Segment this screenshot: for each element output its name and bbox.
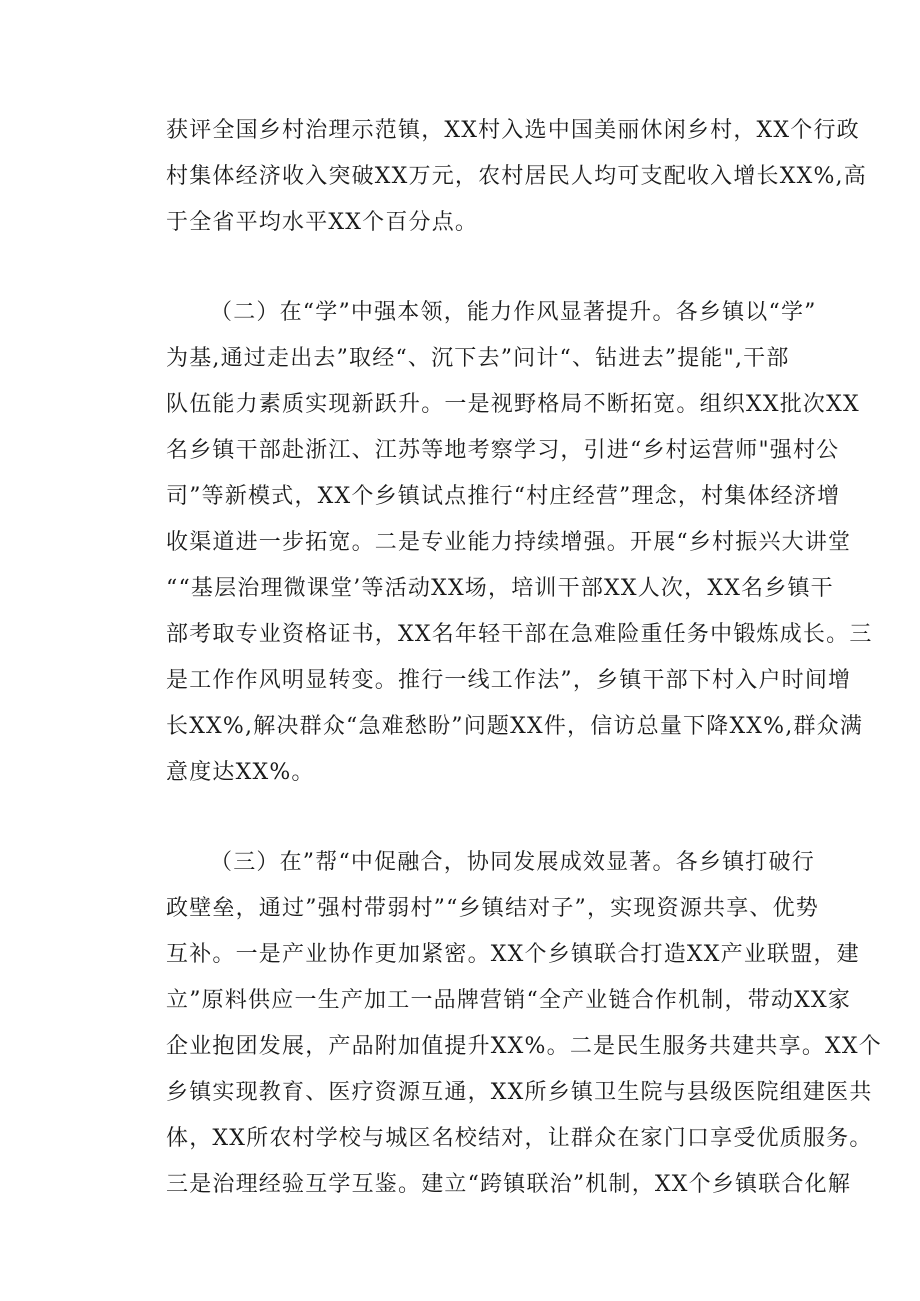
text-line: 是工作作风明显转变。推行一线工作法”，乡镇干部下村入户时间增 [166,668,852,693]
text-line: 体，XX所农村学校与城区名校结对，让群众在家门口享受优质服务。 [166,1126,873,1151]
text-line: 于全省平均水平XX个百分点。 [166,210,479,235]
paragraph-3 [166,840,882,1208]
document-body [166,108,882,1252]
text-line: 意度达XX%。 [166,760,315,785]
text-line: ““基层治理微课堂’等活动XX场，培训干部XX人次，XX名乡镇干 [166,576,834,601]
text-line: 三是治理经验互学互鉴。建立“跨镇联治”机制，XX个乡镇联合化解 [166,1172,852,1197]
text-line: 村集体经济收入突破XX万元，农村居民人均可支配收入增长XX%,高 [166,164,867,189]
text-line: 司”等新模式，XX个乡镇试点推行“村庄经营”理念，村集体经济增 [166,484,841,509]
text-line: 互补。一是产业协作更加紧密。XX个乡镇联合打造XX产业联盟，建 [166,942,860,967]
text-line: 政壁垒，通过”强村带弱村”“乡镇结对子”，实现资源共享、优势 [166,896,819,921]
text-line: 获评全国乡村治理示范镇，XX村入选中国美丽休闲乡村，XX个行政 [166,118,860,143]
text-line: 队伍能力素质实现新跃升。一是视野格局不断拓宽。组织XX批次XX [166,392,860,417]
text-line: 立”原料供应一生产加工一品牌营销“全产业链合作机制，带动XX家 [166,988,852,1013]
text-line-indented: （三）在”帮“中促融合，协同发展成效显著。各乡镇打破行 [210,850,815,875]
text-line: 名乡镇干部赴浙江、江苏等地考察学习，引进“乡村运营师"强村公 [166,438,840,463]
text-line: 部考取专业资格证书，XX名年轻干部在急难险重任务中锻炼成长。三 [166,622,873,647]
text-line: 乡镇实现教育、医疗资源互通，XX所乡镇卫生院与县级医院组建医共 [166,1080,873,1105]
text-line: 长XX%,解决群众“急难愁盼”问题XX件，信访总量下降XX%,群众满 [166,714,864,739]
text-line-indented: （二）在“学”中强本领，能力作风显著提升。各乡镇以“学” [210,300,817,325]
paragraph-1 [166,108,867,246]
text-line: 企业抱团发展，产品附加值提升XX%。二是民生服务共建共享。XX个 [166,1034,882,1059]
text-line: 收渠道进一步拓宽。二是专业能力持续增强。开展“乡村振兴大讲堂 [166,530,852,555]
text-line: 为基,通过走出去”取经“、沉下去”问计“、钻进去”提能",干部 [166,346,790,371]
paragraph-2 [166,290,873,796]
